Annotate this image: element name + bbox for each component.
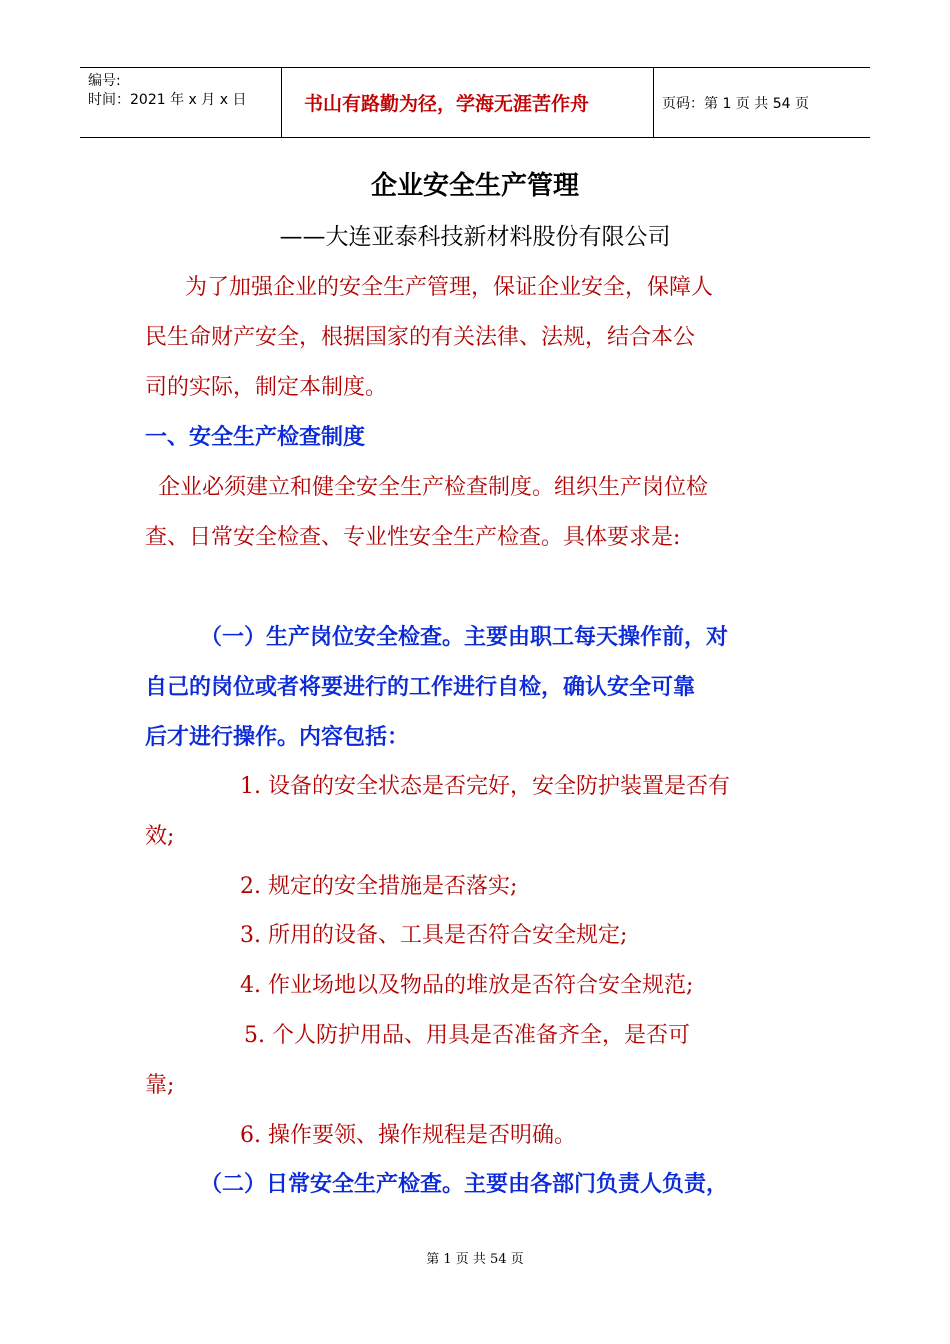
section-body-line-1: 企业必须建立和健全安全生产检查制度。组织生产岗位检 (158, 475, 709, 500)
sub-heading-1-line-1: （一）生产岗位安全检查。主要由职工每天操作前，对 (200, 625, 729, 650)
list-item-continuation: 效; (145, 824, 175, 849)
list-item: 5. 个人防护用品、用具是否准备齐全，是否可 (244, 1023, 690, 1048)
intro-line-3: 司的实际，制定本制度。 (145, 375, 388, 400)
list-item: 2. 规定的安全措施是否落实; (240, 874, 518, 899)
list-item: 6. 操作要领、操作规程是否明确。 (240, 1123, 576, 1148)
section-heading: 一、安全生产检查制度 (145, 425, 366, 450)
page-footer: 第 1 页 共 54 页 (426, 1252, 524, 1267)
document-title: 企业安全生产管理 (370, 171, 579, 201)
header-page-info: 页码：第 1 页 共 54 页 (662, 95, 809, 112)
number-label: 编号: (88, 73, 121, 89)
sub-heading-2: （二）日常安全生产检查。主要由各部门负责人负责， (200, 1172, 729, 1197)
sub-heading-1-line-2: 自己的岗位或者将要进行的工作进行自检，确认安全可靠 (145, 675, 696, 700)
intro-line-1: 为了加强企业的安全生产管理，保证企业安全，保障人 (185, 275, 714, 300)
section-body-line-2: 查、日常安全检查、专业性安全生产检查。具体要求是: (145, 525, 681, 550)
document-subtitle: ——大连亚泰科技新材料股份有限公司 (279, 224, 671, 250)
list-item: 1. 设备的安全状态是否完好，安全防护装置是否有 (240, 774, 730, 799)
list-item: 4. 作业场地以及物品的堆放是否符合安全规范; (240, 973, 694, 998)
sub-heading-1-line-3: 后才进行操作。内容包括： (145, 725, 410, 750)
intro-line-2: 民生命财产安全，根据国家的有关法律、法规，结合本公 (145, 325, 696, 350)
time-label: 时间：2021 年 x 月 x 日 (88, 92, 247, 108)
header-meta (80, 68, 282, 137)
header-table (80, 67, 870, 138)
header-motto: 书山有路勤为径，学海无涯苦作舟 (282, 68, 654, 137)
list-item: 3. 所用的设备、工具是否符合安全规定; (240, 923, 628, 948)
list-item-continuation: 靠; (145, 1073, 175, 1098)
